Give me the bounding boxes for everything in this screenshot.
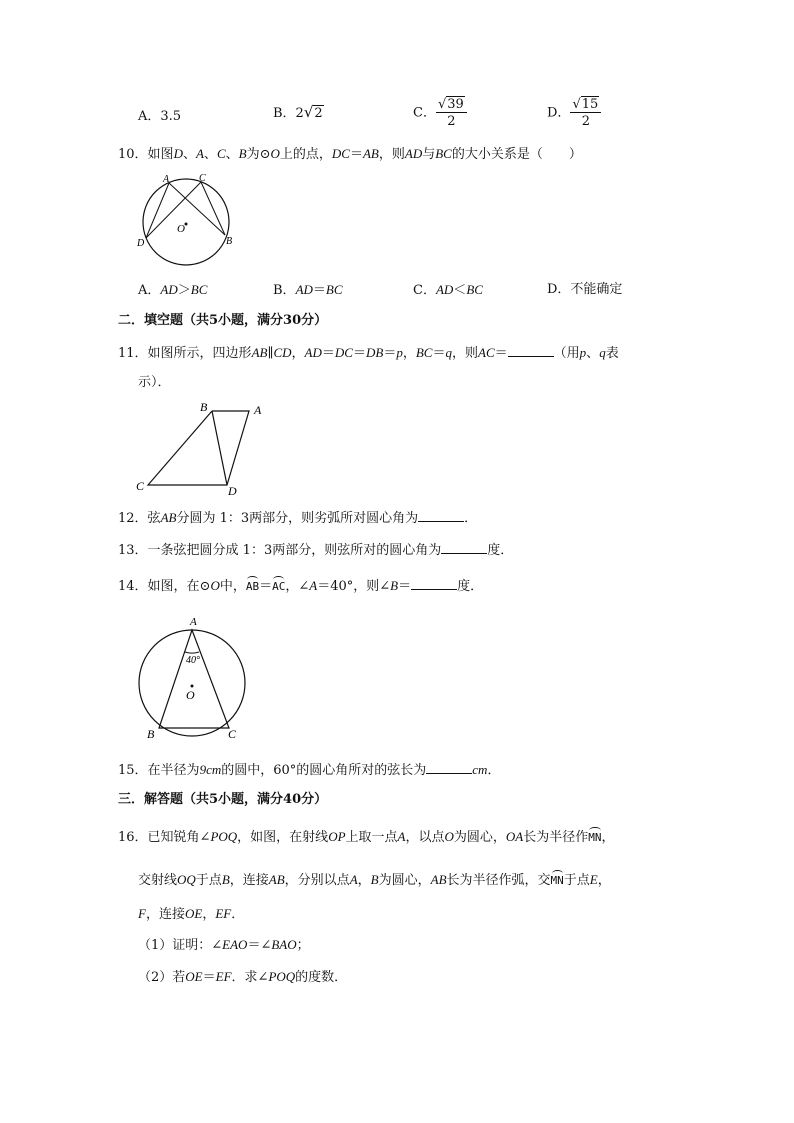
text: 的大小关系是（ ） — [451, 147, 582, 162]
sqrt-sign: √ — [572, 97, 581, 112]
label-c: C — [136, 479, 145, 493]
var: BC — [435, 146, 452, 161]
q10-option-b: B．AD＝BC — [273, 282, 343, 298]
q9-option-c-prefix: C． — [413, 105, 436, 121]
q9-option-a: A．3.5 — [138, 109, 182, 124]
q9-option-d — [547, 98, 601, 128]
question-11: 11．如图所示，四边形AB∥CD，AD＝DC＝DB＝p，BC＝q，则AC＝ （用p、q表 — [118, 345, 619, 361]
var: AD — [404, 146, 423, 161]
sqrt-sign: √ — [437, 97, 447, 112]
question-number: 10． — [118, 147, 148, 162]
arc-mn: MN — [550, 874, 564, 887]
text: 与 — [422, 147, 436, 162]
question-16-part2: （2）若OE＝EF．求∠POQ的度数． — [138, 969, 348, 985]
quadrilateral — [148, 411, 249, 485]
arc-ab: AB — [245, 580, 260, 593]
answer-blank — [441, 542, 487, 554]
text: ＝ — [349, 147, 363, 162]
section-heading-fill-in: 二．填空题（共5小题，满分30分） — [118, 313, 328, 328]
var: AB — [362, 146, 379, 161]
q10-option-d: D．不能确定 — [547, 282, 623, 297]
q9-option-d-prefix: D． — [547, 105, 571, 121]
text: ，则 — [378, 147, 405, 162]
label-a: A — [254, 403, 262, 417]
diagonal-bd — [212, 411, 227, 485]
arc-mn: MN — [588, 831, 602, 844]
chord-ad — [146, 183, 169, 238]
q10-circle-figure — [132, 170, 242, 270]
question-13: 13．一条弦把圆分成 1：3两部分，则弦所对的圆心角为 度． — [118, 543, 514, 558]
text: 如图 — [147, 147, 174, 162]
chord-bc — [201, 182, 225, 235]
label-c: C — [228, 727, 237, 741]
text: 上的点， — [279, 147, 332, 162]
var: C — [216, 146, 226, 161]
question-16-line3: F，连接OE，EF． — [138, 906, 245, 922]
question-16-line2: 交射线OQ于点B，连接AB，分别以点A，B为圆心，AB长为半径作弧，交MN于点E， — [138, 872, 611, 888]
answer-blank — [426, 762, 472, 774]
text: 、 — [182, 147, 196, 162]
q14-circle-figure — [132, 612, 252, 742]
answer-blank — [418, 510, 464, 522]
question-15: 15．在半径为9cm的圆中，60°的圆心角所对的弦长为 cm． — [118, 762, 501, 778]
label-d: D — [137, 238, 145, 249]
var: A — [195, 146, 204, 161]
triangle-abc — [159, 630, 229, 728]
q9-option-c-fraction: $\frac{√39}{2}$ — [436, 98, 467, 128]
text: 为⊙ — [246, 147, 271, 162]
label-o: O — [186, 688, 195, 702]
label-c: C — [199, 173, 206, 184]
circle — [143, 179, 229, 265]
question-16-line1: 16．已知锐角∠POQ，如图，在射线OP上取一点A，以点O为圆心，OA长为半径作MN， — [118, 829, 615, 845]
section-heading-solve: 三．解答题（共5小题，满分40分） — [118, 792, 328, 807]
arc-ac: AC — [272, 580, 286, 593]
label-a: A — [163, 174, 170, 185]
q9-option-d-fraction: $\frac{√15}{2}$ — [570, 98, 601, 128]
question-14: 14．如图，在⊙O中，AB＝AC，∠A＝40°，则∠B＝ 度． — [118, 578, 484, 594]
q11-quadrilateral-figure — [132, 398, 272, 498]
q10-option-c: C．AD＜BC — [413, 282, 483, 298]
label-d: D — [228, 484, 237, 498]
angle-label: 40° — [186, 655, 200, 666]
answer-blank — [411, 578, 457, 590]
q9-option-c — [413, 98, 467, 128]
question-10 — [118, 147, 582, 161]
text: 、 — [225, 147, 239, 162]
q9-option-b-radicand: 2 — [314, 106, 323, 121]
question-11-line2: 示）． — [138, 375, 171, 390]
angle-arc — [185, 652, 199, 653]
var: O — [270, 146, 280, 161]
label-b: B — [147, 727, 155, 741]
label-b: B — [200, 400, 208, 414]
text: 、 — [203, 147, 217, 162]
q9-option-b — [273, 105, 324, 120]
label-b: B — [226, 236, 233, 247]
q9-option-b-prefix: B．2 — [273, 106, 304, 121]
sqrt-sign: √ — [303, 103, 314, 121]
question-12: 12．弦AB分圆为 1：3两部分，则劣弧所对圆心角为 ． — [118, 510, 478, 526]
answer-blank — [508, 345, 554, 357]
label-o: O — [177, 223, 185, 235]
circle — [139, 630, 245, 736]
question-16-part1: （1）证明：∠EAO＝∠BAO； — [138, 937, 310, 953]
q10-option-a: A．AD＞BC — [138, 282, 208, 298]
label-a: A — [190, 616, 197, 628]
var: B — [238, 146, 247, 161]
var: D — [173, 146, 183, 161]
chord-dc — [146, 182, 201, 238]
var: DC — [331, 146, 350, 161]
